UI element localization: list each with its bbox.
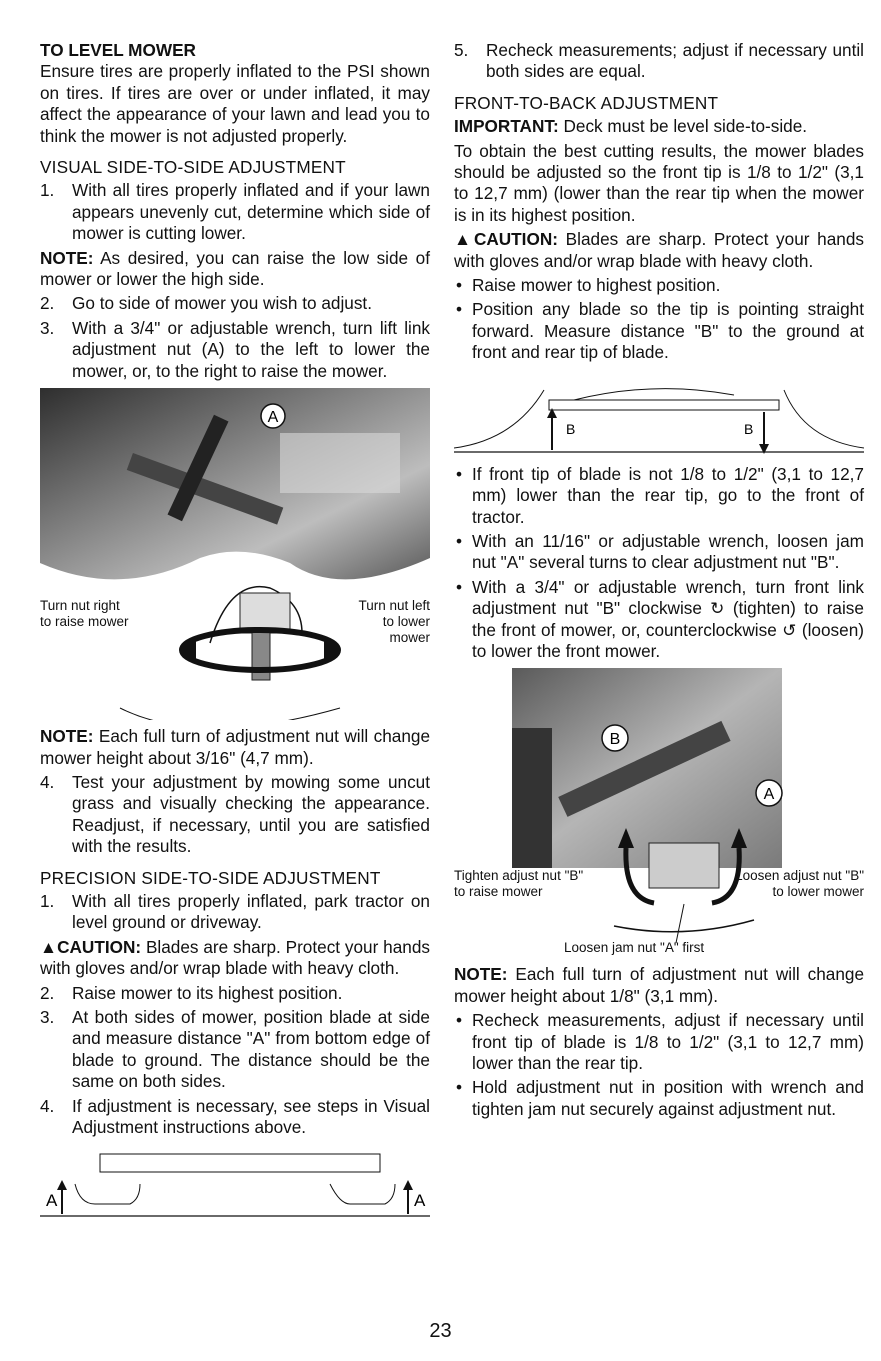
step-2: 2. Go to side of mower you wish to adjust.	[40, 293, 372, 314]
page-number: 23	[429, 1320, 452, 1342]
callout-a-label: A	[763, 786, 775, 804]
caption-turn-right: Turn nut right to raise mower	[40, 598, 129, 630]
caption-turn-left: Turn nut left to lower mower	[358, 598, 430, 646]
caution-2: ▲CAUTION: Blades are sharp. Protect your hands with gloves and/or wrap blade with heavy cloth.	[454, 229, 865, 271]
bullet-hold-nut: • Hold adjustment nut in position with wrench and tighten jam nut securely against adjustment nut.	[456, 1077, 864, 1119]
bullet-turn-link: • With a 3/4" or adjustable wrench, turn front link adjustment nut "B" clockwise ↻ (tighten) to raise the front of mower, or, counterclockwise ↺ (loosen) to lower the front mower.	[456, 576, 864, 661]
obtain-paragraph: To obtain the best cutting results, the mower blades should be adjusted so the front tip is 1/8 to 1/2" (3,1 to 12,7 mm) (lower than the rear tip when the mower is in its highest position.	[454, 140, 864, 225]
important-note: IMPORTANT: Deck must be level side-to-side.	[454, 116, 808, 137]
precision-step-3: 3. At both sides of mower, position blade at side and measure distance "A" from bottom edge of blade to ground. The distance should be the same on both sides.	[40, 1006, 430, 1092]
counterclockwise-icon: ↺	[782, 619, 797, 640]
precision-step-2: 2. Raise mower to its highest position.	[40, 982, 343, 1003]
precision-step-4: 4. If adjustment is necessary, see steps in Visual Adjustment instructions above.	[40, 1095, 430, 1137]
lift-link-illustration	[40, 388, 430, 720]
caption-jam-nut: Loosen jam nut "A" first	[564, 940, 705, 956]
visual-adjust-heading: VISUAL SIDE-TO-SIDE ADJUSTMENT	[40, 157, 346, 178]
precision-adjust-heading: PRECISION SIDE-TO-SIDE ADJUSTMENT	[40, 867, 381, 888]
bullet-raise: • Raise mower to highest position.	[456, 275, 721, 296]
precision-step-1: 1. With all tires properly inflated, park tractor on level ground or driveway.	[40, 890, 430, 933]
bullet-loosen-jam: • With an 11/16" or adjustable wrench, loosen jam nut "A" several turns to clear adjustment nut "B".	[456, 530, 864, 573]
front-link-figure	[454, 668, 864, 958]
intro-paragraph: Ensure tires are properly inflated to the PSI shown on tires. If tires are over or under inflated, it may affect the appearance of your lawn and lead you to think the mower is not adjusted properly.	[40, 61, 430, 146]
bullet-position: • Position any blade so the tip is pointing straight forward. Measure distance "B" to the ground at front and rear tip of blade.	[456, 299, 864, 363]
label-b-front: B	[566, 420, 576, 437]
note-1: NOTE: As desired, you can raise the low side of mower or lower the high side.	[40, 247, 431, 290]
blade-front-back-illustration	[454, 370, 864, 458]
label-a-left: A	[46, 1191, 58, 1211]
note-2: NOTE: Each full turn of adjustment nut will change mower height about 3/16" (4,7 mm).	[40, 726, 430, 768]
clockwise-icon: ↻	[710, 598, 725, 619]
caption-loosen: Loosen adjust nut "B" to lower mower	[735, 868, 864, 900]
callout-a-label: A	[267, 409, 279, 427]
warning-icon: ▲	[40, 936, 58, 957]
left-column	[40, 40, 430, 1230]
blade-side-figure	[40, 1144, 430, 1224]
caution-1: ▲CAUTION: Blades are sharp. Protect your hands with gloves and/or wrap blade with heavy cloth.	[40, 936, 430, 979]
bullet-front-tip: • If front tip of blade is not 1/8 to 1/2" (3,1 to 12,7 mm) lower than the rear tip, go to the front of tractor.	[456, 463, 864, 527]
blade-side-illustration	[40, 1144, 430, 1224]
step-3: 3. With a 3/4" or adjustable wrench, turn lift link adjustment nut (A) to the left to lower the mower, or, to the right to raise the mower.	[40, 317, 430, 381]
note-3: NOTE: Each full turn of adjustment nut will change mower height about 1/8" (3,1 mm).	[454, 964, 864, 1006]
front-to-back-heading: FRONT-TO-BACK ADJUSTMENT	[454, 92, 719, 113]
right-column	[454, 40, 864, 1123]
blade-front-back-figure	[454, 370, 864, 458]
section-heading-level-mower: TO LEVEL MOWER	[40, 40, 196, 60]
step-5: 5. Recheck measurements; adjust if necessary until both sides are equal.	[454, 40, 864, 82]
callout-b-label: B	[609, 731, 621, 749]
warning-icon: ▲	[454, 229, 474, 250]
lift-link-figure	[40, 388, 430, 720]
bullet-recheck: • Recheck measurements, adjust if necessary until front tip of blade is 1/8 to 1/2" (3,1 to 12,7 mm) lower than the rear tip.	[456, 1010, 864, 1073]
label-a-right: A	[414, 1191, 426, 1211]
step-4: 4. Test your adjustment by mowing some uncut grass and visually checking the appearance. Readjust, if necessary, until you are satisfied with the results.	[40, 771, 430, 857]
front-link-illustration	[454, 668, 864, 958]
label-b-rear: B	[744, 420, 754, 437]
caption-tighten: Tighten adjust nut "B" to raise mower	[454, 868, 584, 900]
step-1: 1. With all tires properly inflated and if your lawn appears unevenly cut, determine which side of mower is cutting lower.	[40, 180, 430, 244]
